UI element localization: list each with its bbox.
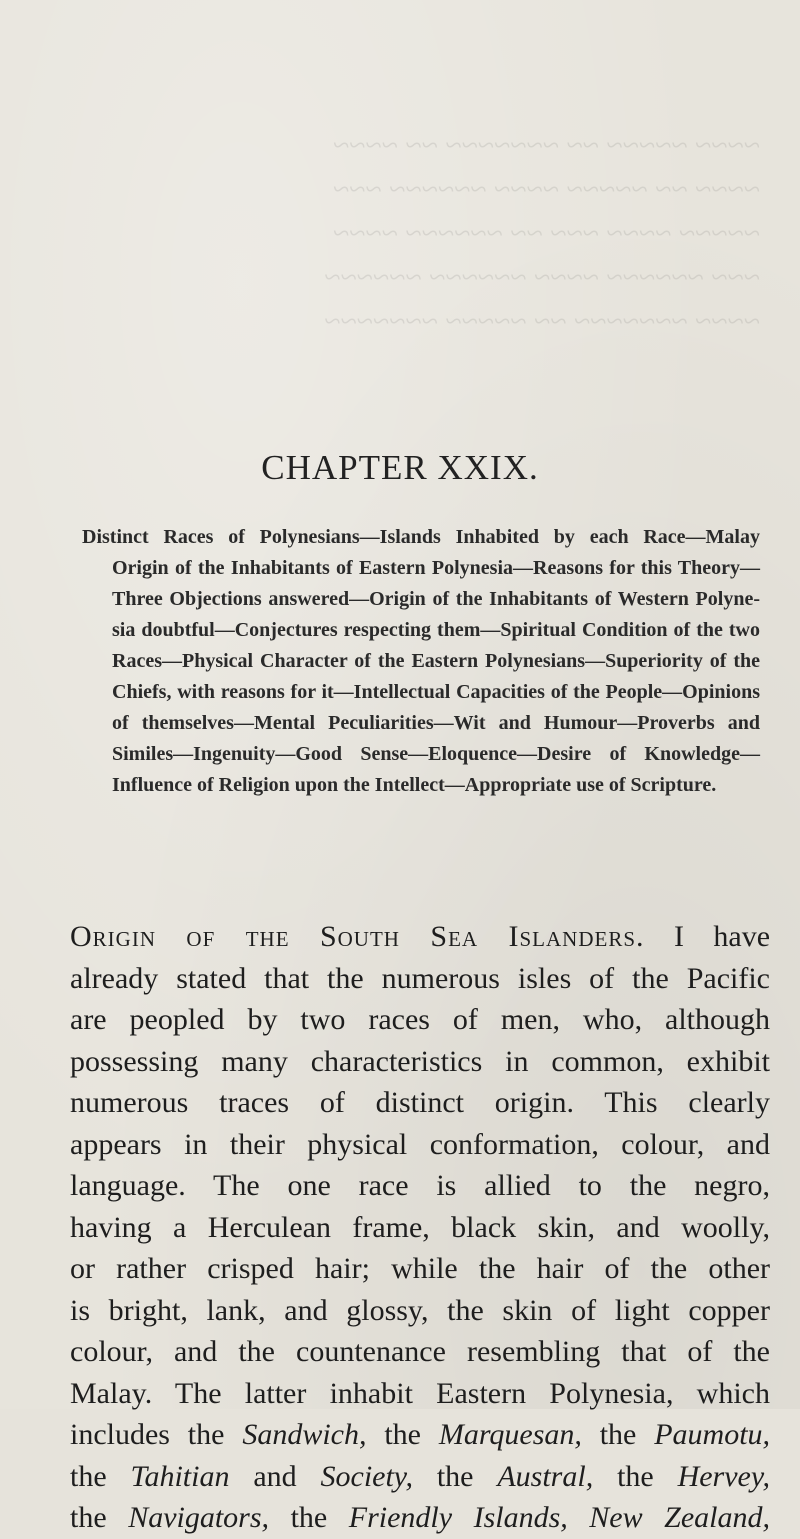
body-line: already stated that the numerous isles of the Pacific bbox=[70, 961, 770, 995]
body-line bbox=[70, 916, 770, 958]
body-line: language. The one race is allied to the negro, bbox=[70, 1169, 770, 1202]
body-text-fragment: the bbox=[384, 1418, 421, 1451]
body-text-fragment: I have bbox=[673, 920, 771, 953]
body-text-fragment: includes the bbox=[70, 1418, 225, 1451]
body-text-fragment: the bbox=[70, 1459, 107, 1493]
summary-line: Distinct Races of Polynesians—Islands Inhabited by each Race—Malay bbox=[82, 526, 760, 548]
summary-line: Similes—Ingenuity—Good Sense—Eloquence—Desire of Knowledge— bbox=[112, 743, 760, 765]
body-line: or rather crisped hair; while the hair of the other bbox=[70, 1252, 770, 1285]
body-line: is bright, lank, and glossy, the skin of light copper bbox=[70, 1293, 770, 1327]
place-name: Navigators, bbox=[128, 1501, 270, 1534]
body-text bbox=[70, 916, 770, 1539]
place-name: Tahitian bbox=[130, 1459, 230, 1493]
body-text-fragment: the bbox=[290, 1501, 328, 1534]
place-name: Sandwich, bbox=[242, 1418, 367, 1451]
body-text-fragment: the bbox=[436, 1459, 474, 1493]
body-line: numerous traces of distinct origin. This clearly bbox=[70, 1086, 770, 1119]
section-lead-in: Origin of the South Sea Islanders. bbox=[70, 920, 645, 953]
place-name: Marquesan, bbox=[438, 1418, 582, 1451]
place-name: Friendly Islands, New Zealand, bbox=[348, 1501, 770, 1534]
summary-line: Influence of Religion upon the Intellect—Appropriate use of Scripture. bbox=[112, 774, 717, 796]
body-line: possessing many characteristics in common, exhibit bbox=[70, 1044, 770, 1078]
body-line bbox=[70, 1497, 770, 1539]
body-line: having a Herculean frame, black skin, and woolly, bbox=[70, 1210, 770, 1244]
place-name: Society, bbox=[320, 1459, 413, 1493]
body-text-fragment: the bbox=[70, 1501, 107, 1534]
place-name: Austral, bbox=[497, 1459, 594, 1493]
body-line: colour, and the countenance resembling that of the bbox=[70, 1335, 770, 1368]
summary-line: Three Objections answered—Origin of the Inhabitants of Western Polyne- bbox=[112, 588, 760, 610]
body-text-fragment: the bbox=[599, 1418, 637, 1451]
summary-line: of themselves—Mental Peculiarities—Wit and Humour—Proverbs and bbox=[112, 712, 760, 734]
chapter-summary bbox=[82, 522, 760, 801]
body-line bbox=[70, 1456, 770, 1498]
body-line: are peopled by two races of men, who, although bbox=[70, 1003, 770, 1036]
body-line: Malay. The latter inhabit Eastern Polynesia, which bbox=[70, 1376, 770, 1410]
place-name: Paumotu, bbox=[654, 1418, 771, 1451]
summary-line: Races—Physical Character of the Eastern Polynesians—Superiority of the bbox=[112, 650, 760, 672]
summary-line: Origin of the Inhabitants of Eastern Polynesia—Reasons for this Theory— bbox=[112, 557, 760, 579]
body-text-fragment: the bbox=[617, 1459, 654, 1493]
chapter-title: CHAPTER XXIX. bbox=[261, 448, 539, 487]
body-text-fragment: and bbox=[253, 1459, 297, 1493]
body-line bbox=[70, 1414, 770, 1456]
summary-line: sia doubtful—Conjectures respecting them—Spiritual Condition of the two bbox=[112, 619, 760, 641]
summary-line: Chiefs, with reasons for it—Intellectual Capacities of the People—Opinions bbox=[112, 681, 760, 703]
body-line: appears in their physical conformation, colour, and bbox=[70, 1127, 770, 1161]
show-through-shadow: ~~~~ ~~~~~ ~~ ~~~~~~~ ~~ ~~~~ ~~~~ ~~ ~~~~~ ~~~~ ~~~~~~ ~~~ ~~~~~ ~~~~ ~~~ ~~ ~~~~~~ ~~~~ ~~~ ~~~~~~ ~~~~ ~~~~~~ ~~~~~~ ~~~~ ~~~~~~~ ~~ ~~~~~ ~~~~~~~ bbox=[324, 129, 760, 338]
place-name: Hervey, bbox=[677, 1459, 771, 1493]
